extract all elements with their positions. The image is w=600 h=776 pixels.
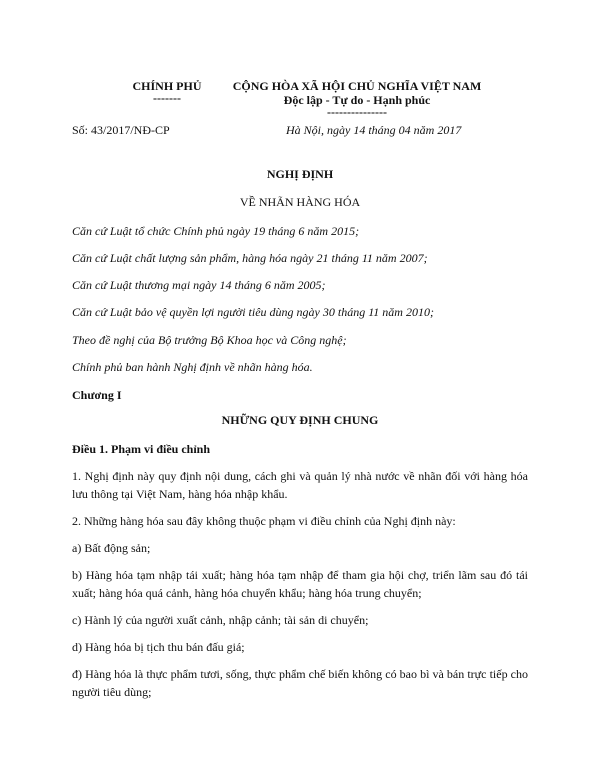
motto-separator: --------------- xyxy=(327,105,387,119)
preamble-line: Căn cứ Luật bảo vệ quyền lợi người tiêu dùng ngày 30 tháng 11 năm 2010; xyxy=(72,305,434,319)
place-date: Hà Nội, ngày 14 tháng 04 năm 2017 xyxy=(286,123,462,137)
issuer-name: CHÍNH PHỦ xyxy=(132,79,202,93)
preamble-line: Căn cứ Luật chất lượng sản phẩm, hàng hóa ngày 21 tháng 11 năm 2007; xyxy=(72,251,428,265)
document-number: Số: 43/2017/NĐ-CP xyxy=(72,123,170,137)
clause-paragraph: 2. Những hàng hóa sau đây không thuộc phạm vi điều chỉnh của Nghị định này: xyxy=(72,514,456,528)
document-subtitle: VỀ NHÃN HÀNG HÓA xyxy=(239,195,361,209)
preamble-line: Căn cứ Luật thương mại ngày 14 tháng 6 năm 2005; xyxy=(72,278,326,292)
document-title: NGHỊ ĐỊNH xyxy=(266,167,334,181)
national-heading xyxy=(222,79,492,118)
issuer-separator: ------- xyxy=(153,91,181,105)
list-item: c) Hành lý của người xuất cảnh, nhập cảnh; tài sản di chuyển; xyxy=(72,613,369,627)
chapter-title: NHỮNG QUY ĐỊNH CHUNG xyxy=(221,413,379,427)
list-item: a) Bất động sản; xyxy=(72,541,151,555)
nation-name: CỘNG HÒA XÃ HỘI CHỦ NGHĨA VIỆT NAM xyxy=(232,79,482,93)
article-title: Điều 1. Phạm vi điều chỉnh xyxy=(72,442,211,456)
list-item: b) Hàng hóa tạm nhập tái xuất; hàng hóa tạm nhập để tham gia hội chợ, triển lãm sau đó tái xuất; hàng hóa quá cảnh, hàng hóa chuyển khẩu; hàng hóa trung chuyển; xyxy=(72,568,528,600)
clause-paragraph: 1. Nghị định này quy định nội dung, cách ghi và quản lý nhà nước về nhãn đối với hàng hóa lưu thông tại Việt Nam, hàng hóa nhập khẩu. xyxy=(72,469,528,501)
national-motto: Độc lập - Tự do - Hạnh phúc xyxy=(283,93,431,107)
chapter-label: Chương I xyxy=(72,388,122,402)
list-item: d) Hàng hóa bị tịch thu bán đấu giá; xyxy=(72,640,245,654)
list-item: đ) Hàng hóa là thực phẩm tươi, sống, thực phẩm chế biến không có bao bì và bán trực tiếp cho người tiêu dùng; xyxy=(72,667,528,699)
preamble-line: Chính phủ ban hành Nghị định về nhãn hàng hóa. xyxy=(72,360,313,374)
preamble-line: Theo đề nghị của Bộ trưởng Bộ Khoa học và Công nghệ; xyxy=(72,333,347,347)
preamble-line: Căn cứ Luật tổ chức Chính phủ ngày 19 tháng 6 năm 2015; xyxy=(72,224,360,238)
